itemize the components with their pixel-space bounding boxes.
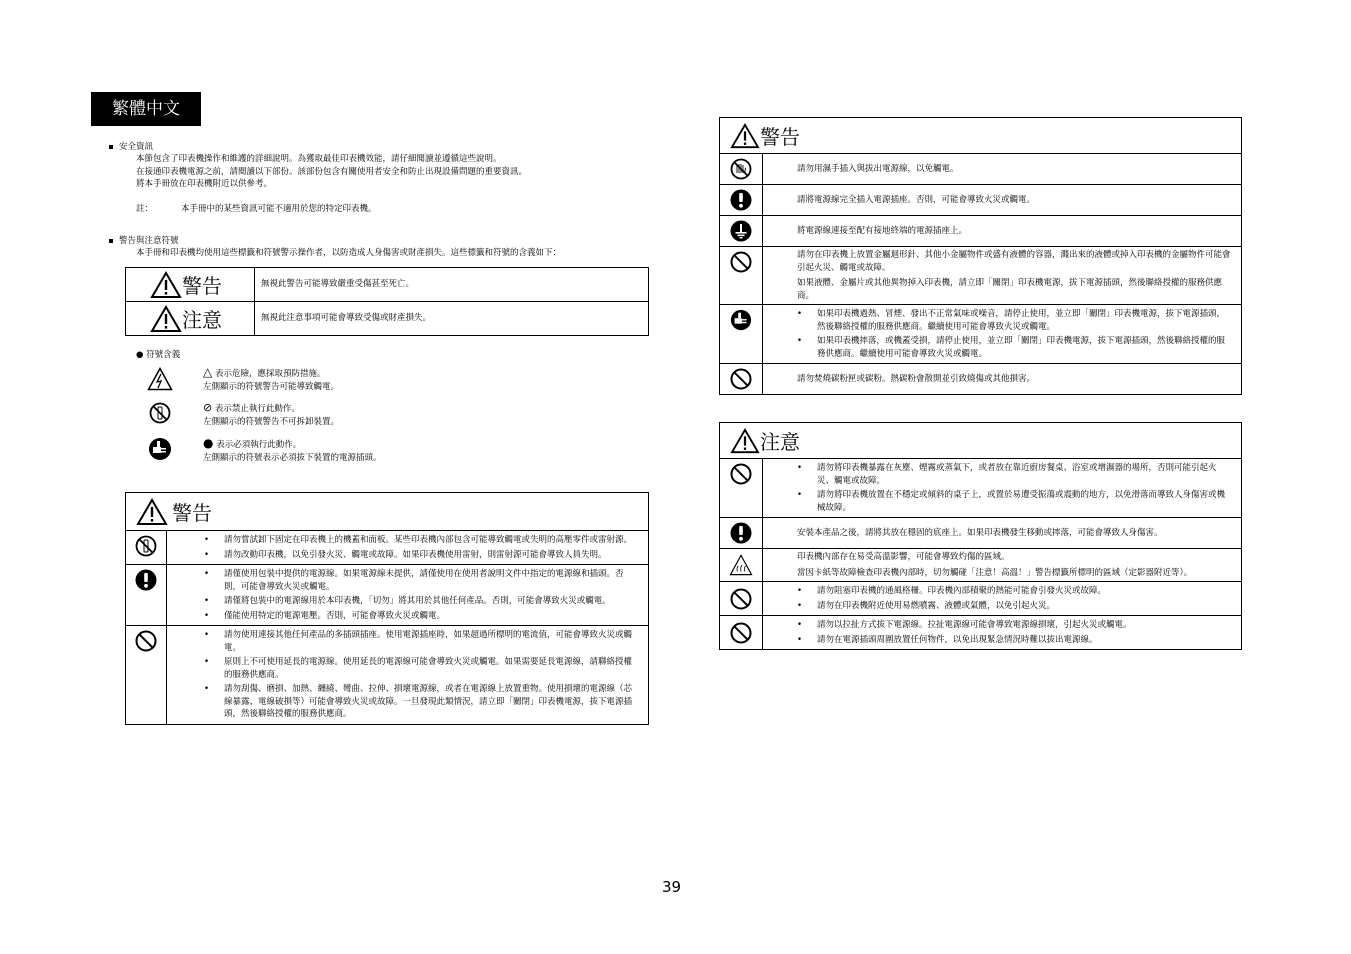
list-item: • 請勿以拉扯方式拔下電源線。拉扯電源線可能會導致電源線損壞，引起火災或觸電。 — [795, 619, 1233, 632]
prohibition-icon — [730, 622, 752, 644]
prohibition-icon — [730, 463, 752, 485]
warning-list — [795, 308, 1233, 360]
list-item: • 僅能使用特定的電源電壓。否則，可能會導致火災或觸電。 — [202, 610, 640, 623]
small-prohibition-icon: ⊘ — [203, 401, 213, 414]
note-label: 註： — [136, 204, 154, 214]
warning-triangle-icon — [730, 123, 760, 149]
list-item: • 原則上不可使用延長的電源線。使用延長的電源線可能會導致火災或觸電。如果需要延長電源線，請聯絡授權的服務供應商。 — [202, 656, 640, 681]
list-item: • 如果印表機摔落，或機蓋受損，請停止使用，並立即「關閉」印表機電源，拔下電源插頭，然後聯絡授權的服務供應商。繼續使用可能會導致火災或觸電。 — [795, 335, 1233, 360]
no-disassemble-icon — [149, 402, 171, 424]
page-number: 39 — [662, 878, 682, 896]
warning-list — [202, 568, 640, 622]
list-item: • 請勿阻塞印表機的通風格柵。印表機內部積聚的熱能可能會引發火災或故障。 — [795, 585, 1233, 598]
safety-heading: 安全資訊 — [109, 141, 153, 154]
caution-text: 安裝本產品之後，請將其放在穩固的底座上。如果印表機發生移動或摔落，可能會導致人身傷害。 — [763, 518, 1242, 549]
unplug-icon — [148, 437, 172, 461]
list-item: • 請僅將包裝中的電源線用於本印表機，「切勿」將其用於其他任何產品。否則，可能會導致火災或觸電。 — [202, 595, 640, 608]
meaning-heading: ● 符號含義 — [136, 350, 181, 360]
warning-text: 請勿焚燒碳粉匣或碳粉。熱碳粉會散開並引致燒傷或其他損害。 — [763, 364, 1242, 395]
symbols-intro: 本手冊和印表機均使用這些標籤和符號警示操作者，以防造成人身傷害或財產損失。這些標籤和符號的含義如下： — [136, 248, 562, 258]
prohibition-icon — [135, 630, 157, 652]
warning-text: 請勿在印表機上放置金屬迴形針、其他小金屬物件或盛有液體的容器，濺出來的液體或掉入印表機的金屬物件可能會引起火災、觸電或故障。 — [797, 250, 1231, 273]
left-warning-title: 警告 — [126, 497, 648, 526]
right-warning-title: 警告 — [720, 121, 1241, 150]
list-item: • 請僅使用包裝中提供的電源線。如果電源線未提供，請僅使用在使用者說明文件中指定的電源線和插頭。否則，可能會導致火災或觸電。 — [202, 568, 640, 593]
list-item: • 請勿刮傷、磨損、加熱、纏繞、彎曲、拉伸、損壞電源線，或者在電源線上放置重物。使用損壞的電源線（芯線暴露、電線破損等）可能會導致火災或故障。一旦發現此類情況，請立即「關閉」印表機電源，拔下電源插頭，然後聯絡授權的服務供應商。 — [202, 683, 640, 721]
safety-line: 在接通印表機電源之前，請閱讀以下部份。該部份包含有關使用者安全和防止出現設備問題的重要資訊。 — [136, 166, 528, 177]
warning-text: 請勿用濕手插入與拔出電源線，以免觸電。 — [763, 154, 1242, 185]
list-item: • 請勿將印表機放置在不穩定或傾斜的桌子上，或置於易遭受振蕩或震動的地方，以免滑落而導致人身傷害或機械故障。 — [795, 489, 1233, 514]
warning-desc: 無視此警告可能導致嚴重受傷甚至死亡。 — [261, 279, 415, 290]
electric-shock-icon — [147, 367, 173, 391]
prohibition-icon — [730, 368, 752, 390]
list-item: • 請勿在印表機附近使用易燃噴霧、液體或氣體，以免引起火災。 — [795, 600, 1233, 613]
note-text: 本手冊中的某些資訊可能不適用於您的特定印表機。 — [181, 204, 377, 214]
list-item: • 請勿將印表機暴露在灰塵、煙霧或蒸氣下，或者放在靠近廚房餐桌、浴室或增濕器的場所，否則可能引起火災、觸電或故障。 — [795, 462, 1233, 487]
list-item: • 如果印表機過熱、冒煙、發出不正常氣味或噪音，請停止使用，並立即「關閉」印表機電源，拔下電源插頭，然後聯絡授權的服務供應商。繼續使用可能會導致火災或觸電。 — [795, 308, 1233, 333]
small-triangle-icon: △ — [203, 365, 213, 379]
mandatory-icon — [730, 522, 752, 544]
label-legend-table — [125, 267, 649, 336]
warning-triangle-icon — [150, 271, 182, 299]
small-mandatory-icon: ● — [203, 436, 214, 450]
warning-label: 警告 — [126, 270, 254, 299]
list-item: • 請勿使用連接其他任何產品的多插頭插座。使用電源插座時，如果超過所標明的電流值，可能會導致火災或觸電。 — [202, 629, 640, 654]
caution-label: 注意 — [126, 304, 254, 333]
unplug-icon — [730, 309, 752, 331]
caution-triangle-icon — [150, 305, 182, 333]
warning-triangle-icon — [136, 498, 168, 526]
right-caution-title: 注意 — [720, 426, 1241, 455]
prohibition-icon — [730, 588, 752, 610]
caution-text: 印表機內部存在易受高溫影響，可能會導致灼傷的區域。 — [797, 552, 1010, 562]
caution-text: 當因卡紙等故障檢查印表機內部時，切勿觸碰「注意！高溫！」警告標籤所標明的區域（定影器附近等）。 — [797, 567, 1193, 578]
mandatory-icon — [135, 569, 157, 591]
no-disassemble-icon — [135, 535, 157, 557]
symbol-meaning-3: ● 表示必須執行此動作。 左側顯示的符號表示必須拔下裝置的電源插頭。 — [203, 436, 382, 463]
hot-surface-icon — [729, 554, 753, 576]
warning-list — [202, 629, 640, 721]
no-wet-hands-icon — [730, 158, 752, 180]
right-caution-box — [719, 422, 1242, 650]
caution-list — [795, 462, 1233, 514]
caution-list — [795, 619, 1233, 646]
mandatory-icon — [730, 189, 752, 211]
warning-list — [202, 534, 640, 561]
list-item: • 請勿嘗試卸下固定在印表機上的機蓋和面板。某些印表機內部包含可能導致觸電或失明的高壓零件或雷射源。 — [202, 534, 640, 547]
left-warning-box — [125, 492, 649, 725]
list-item: • 請勿改動印表機，以免引發火災、觸電或故障。如果印表機使用雷射，則雷射源可能會導致人員失明。 — [202, 549, 640, 562]
warning-text: 請將電源線完全插入電源插座。否則，可能會導致火災或觸電。 — [763, 185, 1242, 216]
safety-line: 本節包含了印表機操作和維護的詳細說明。為獲取最佳印表機效能，請仔細閱讀並遵循這些說明。 — [136, 154, 502, 164]
caution-list — [795, 585, 1233, 612]
warning-text: 將電源線連接至配有接地終端的電源插座上。 — [763, 216, 1242, 247]
caution-desc: 無視此注意事項可能會導致受傷或財產損失。 — [261, 313, 432, 324]
language-tab: 繁體中文 — [91, 92, 201, 126]
symbol-meaning-2: ⊘ 表示禁止執行此動作。 左側顯示的符號警告不可拆卸裝置。 — [203, 401, 340, 427]
caution-triangle-icon — [730, 428, 760, 454]
warning-text: 如果液體、金屬片或其他異物掉入印表機，請立即「關閉」印表機電源，拔下電源插頭，然後聯絡授權的服務供應商。 — [797, 278, 1223, 301]
list-item: • 請勿在電源插頭周圍放置任何物件，以免出現緊急情況時難以拔出電源線。 — [795, 634, 1233, 647]
ground-icon — [730, 220, 752, 242]
right-warning-box — [719, 117, 1242, 395]
safety-line: 將本手冊放在印表機附近以供參考。 — [136, 179, 273, 189]
symbols-heading: 警告與注意符號 — [109, 235, 179, 248]
symbol-meaning-1: △ 表示危險，應採取預防措施。 左側顯示的符號警告可能導致觸電。 — [203, 365, 340, 392]
prohibition-icon — [730, 251, 752, 273]
safety-body — [136, 153, 527, 191]
